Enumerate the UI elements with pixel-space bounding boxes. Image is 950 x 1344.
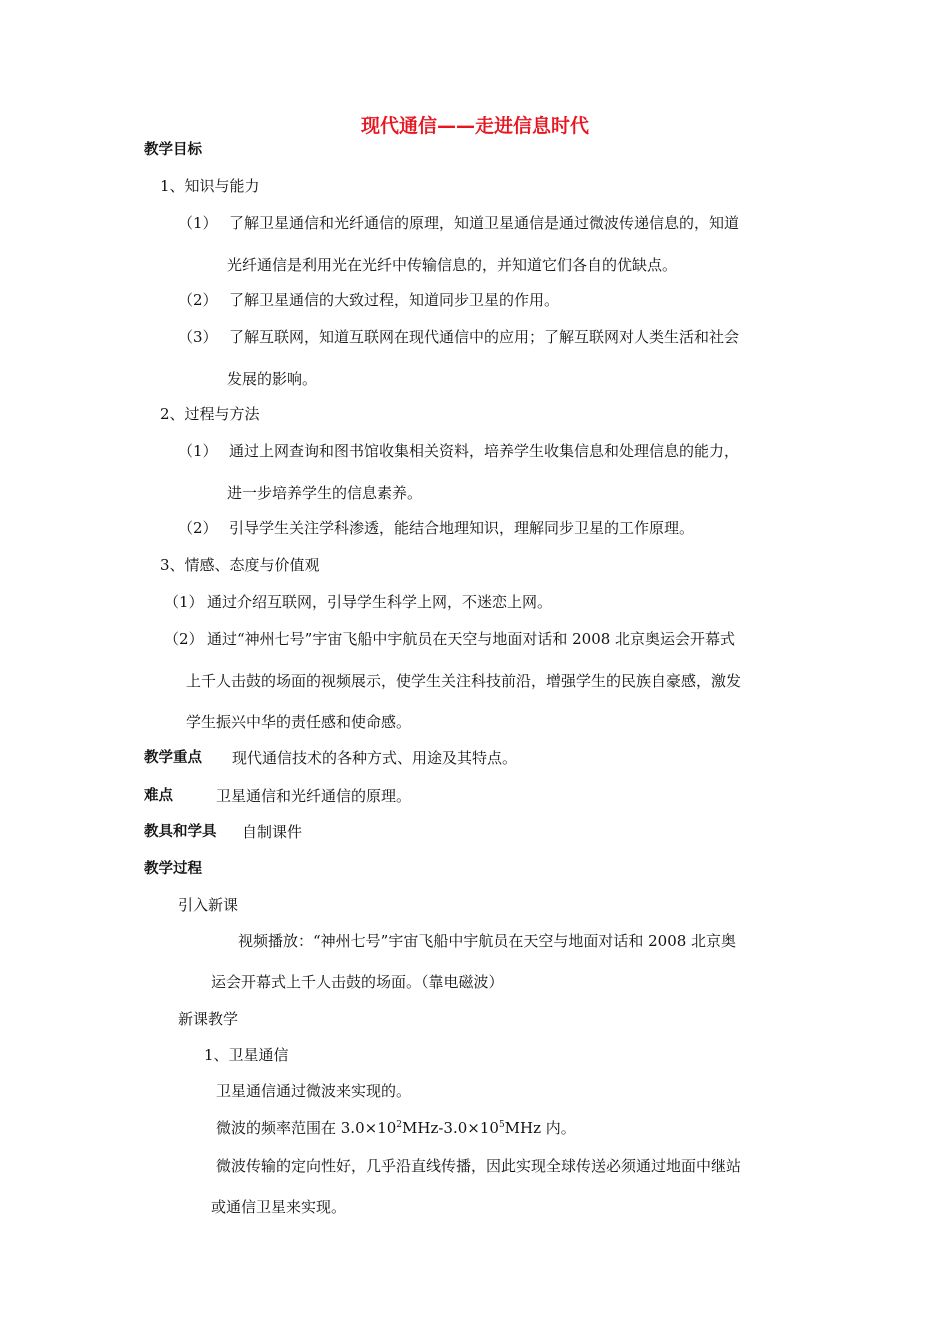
goals-heading: 教学目标: [144, 142, 202, 158]
list-item: 引导学生关注学科渗透，能结合地理知识，理解同步卫星的工作原理。: [229, 519, 695, 537]
list-item-continued: 光纤通信是利用光在光纤中传输信息的，并知道它们各自的优缺点。: [227, 256, 678, 274]
list-item: 通过“神州七号”宇宙飞船中宇航员在天空与地面对话和 2008 北京奥运会开幕式: [207, 630, 736, 648]
document-title: 现代通信——走进信息时代: [360, 115, 589, 137]
item-number: （2）: [178, 519, 218, 537]
key-point-label: 教学重点: [144, 750, 202, 766]
list-item-continued: 发展的影响。: [227, 370, 318, 388]
frequency-text: MHz 内。: [504, 1119, 576, 1137]
frequency-paragraph: [216, 1118, 576, 1138]
new-lesson-heading: 新课教学: [178, 1010, 239, 1028]
list-item-continued: 进一步培养学生的信息素养。: [227, 484, 423, 502]
section-knowledge-heading: 1、知识与能力: [160, 177, 260, 195]
item-number: （1）: [178, 214, 218, 232]
list-item: 通过介绍互联网，引导学生科学上网，不迷恋上网。: [207, 593, 553, 611]
paragraph: 卫星通信通过微波来实现的。: [216, 1082, 412, 1100]
item-number: （1）: [164, 593, 204, 611]
list-item: 了解互联网，知道互联网在现代通信中的应用；了解互联网对人类生活和社会: [229, 328, 740, 346]
difficulty-label: 难点: [144, 788, 173, 804]
section-attitude-heading: 3、情感、态度与价值观: [160, 556, 320, 574]
frequency-text: MHz-3.0×10: [402, 1119, 499, 1137]
section-method-heading: 2、过程与方法: [160, 405, 260, 423]
video-paragraph: 视频播放：“神州七号”宇宙飞船中宇航员在天空与地面对话和 2008 北京奥: [238, 932, 737, 950]
item-number: （3）: [178, 328, 218, 346]
frequency-text: 微波的频率范围在 3.0×10: [216, 1119, 397, 1137]
item-number: （2）: [164, 630, 204, 648]
tools-text: 自制课件: [242, 823, 303, 841]
satellite-heading: 1、卫星通信: [204, 1046, 289, 1064]
tools-label: 教具和学具: [144, 824, 217, 840]
difficulty-text: 卫星通信和光纤通信的原理。: [216, 787, 412, 805]
item-number: （2）: [178, 291, 218, 309]
exponent: 5: [498, 1120, 505, 1130]
list-item: 了解卫星通信和光纤通信的原理，知道卫星通信是通过微波传递信息的，知道: [229, 214, 740, 232]
process-heading: 教学过程: [144, 861, 202, 877]
item-number: （1）: [178, 442, 218, 460]
intro-heading: 引入新课: [178, 896, 239, 914]
list-item: 通过上网查询和图书馆收集相关资料，培养学生收集信息和处理信息的能力，: [229, 442, 740, 460]
list-item-continued: 上千人击鼓的场面的视频展示，使学生关注科技前沿，增强学生的民族自豪感，激发: [186, 672, 742, 690]
paragraph-continued: 或通信卫星来实现。: [211, 1198, 347, 1216]
paragraph: 微波传输的定向性好，几乎沿直线传播，因此实现全球传送必须通过地面中继站: [216, 1157, 742, 1175]
list-item: 了解卫星通信的大致过程，知道同步卫星的作用。: [229, 291, 560, 309]
key-point-text: 现代通信技术的各种方式、用途及其特点。: [232, 749, 518, 767]
video-paragraph-continued: 运会开幕式上千人击鼓的场面。（靠电磁波）: [211, 973, 504, 991]
list-item-continued: 学生振兴中华的责任感和使命感。: [186, 713, 412, 731]
exponent: 2: [396, 1120, 403, 1130]
